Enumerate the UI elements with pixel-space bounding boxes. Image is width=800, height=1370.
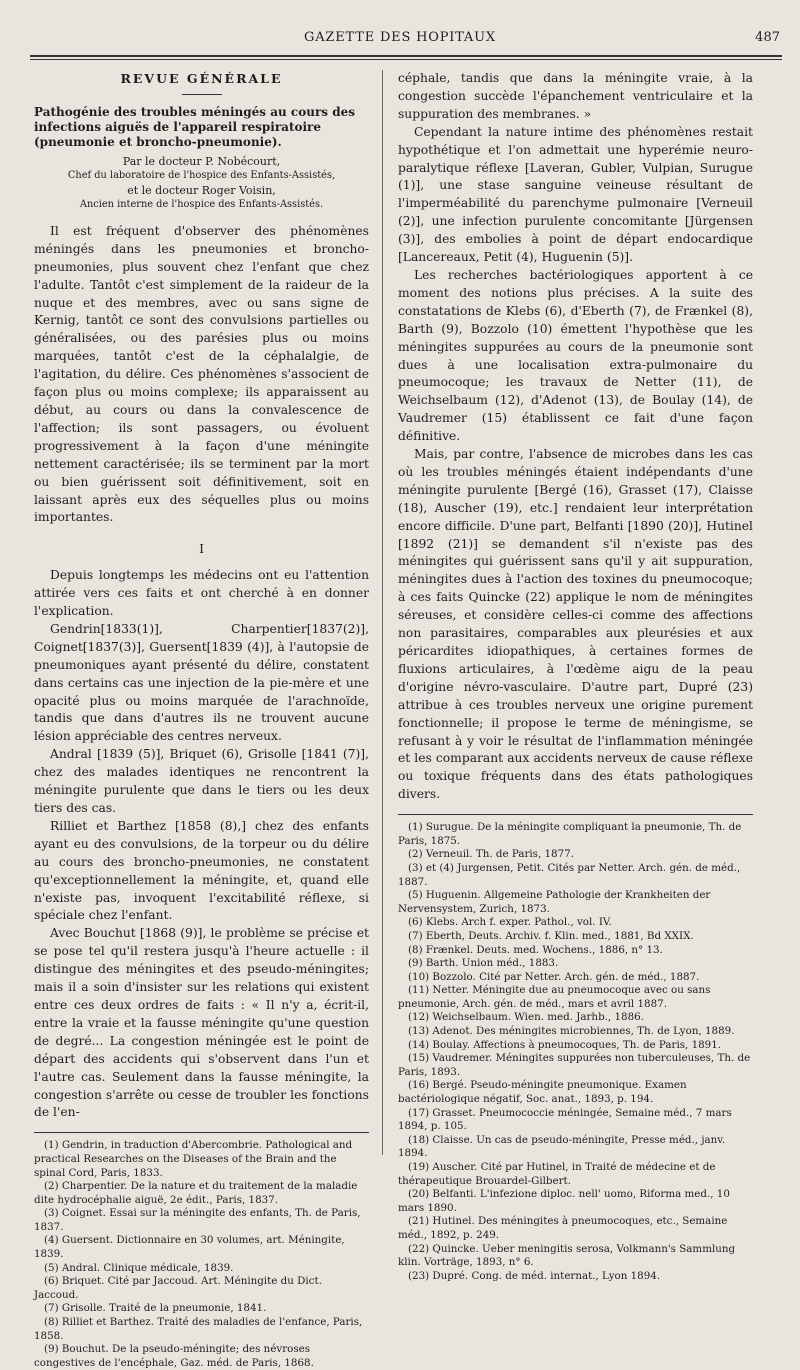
page-number: 487 [755, 30, 780, 45]
author-1: Par le docteur P. Nobécourt, [122, 154, 281, 168]
paragraph: Les recherches bactériologiques apportent à ce moment des notions plus précises. A la suite des constatations de Klebs (6), d'Eberth (7), de Frænkel (8), Barth (9), Bozzolo (10) émettent l'hypothèse que les méningites suppurées au cours de la pneumonie sont dues à une localisation extra-pulmonaire du pneumocoque; les travaux de Netter (11), de Weichselbaum (12), d'Adenot (13), de Boulay (14), de Vaudremer (15) établissent ce fait d'une façon définitive. [398, 267, 753, 444]
author-2-role: Ancien interne de l'hospice des Enfants-Assistés. [79, 199, 324, 211]
footnote: (1) Surugue. De la méningite compliquant la pneumonie, Th. de Paris, 1875. [398, 821, 742, 847]
footnote: (5) Huguenin. Allgemeine Pathologie der Krankheiten der Nervensystem, Zurich, 1873. [398, 889, 711, 915]
paragraph: Gendrin[1833(1)], Charpentier[1837(2)], Coignet[1837(3)], Guersent[1839 (4)], à l'autopsie de pneumoniques ayant présenté du délire, constatent dans certains cas une injection de la pie-mère et une opacité plus ou moins marquée de l'arachnoïde, tandis que dans d'autres ils ne trouvent aucune lésion appréciable des centres nerveux. [34, 621, 369, 744]
paragraph: Mais, par contre, l'absence de microbes dans les cas où les troubles méningés étaient indépendants d'une méningite purulente [Bergé (16), Grasset (17), Claisse (18), Auscher (19), etc.] rendaient leur interprétation encore difficile. D'une part, Belfanti [1890 (20)], Hutinel [1892 (21)] se demandent s'il n'existe pas des méningites qui guérissent sans qu'il y ait suppuration, méningites dues à l'action des toxines du pneumocoque; à ces faits Quincke (22) applique le nom de méningites séreuses, et considère celles-ci comme des affections non parasitaires, comparables aux pleurésies et aux péricardites idiopathiques, à certaines formes de fluxions articulaires, à l'œdème aigu de la peau d'origine névro-vasculaire. D'autre part, Dupré (23) attribue à ces troubles nerveux une origine purement fonctionnelle; il propose le terme de méningisme, se refusant à y voir le résultat de l'inflammation méningée et les comparant aux accidents nerveux de cause réflexe ou toxique fréquents dans des états pathologiques divers. [398, 447, 753, 802]
footnote: (2) Charpentier. De la nature et du traitement de la maladie dite hydrocéphalie aiguë, 2e édit., Paris, 1837. [34, 1180, 358, 1206]
paragraph: Rilliet et Barthez [1858 (8),] chez des enfants ayant eu des convulsions, de la torpeur ou du délire au cours des broncho-pneumonies, ne constatent qu'exceptionnellement la méningite, et, quand elle n'existe pas, invoquent l'excitabilité réflexe, si spéciale chez l'enfant. [34, 818, 369, 923]
footnote: (10) Bozzolo. Cité par Netter. Arch. gén. de méd., 1887. [408, 970, 700, 983]
header-rule [30, 55, 782, 60]
section-number: I [199, 542, 204, 557]
footnote: (20) Belfanti. L'infezione diploc. nell' uomo, Riforma med., 10 mars 1890. [398, 1188, 730, 1214]
title-rule [182, 94, 222, 95]
footnote: (9) Barth. Union méd., 1883. [408, 957, 559, 970]
footnote: (5) Andral. Clinique médicale, 1839. [44, 1261, 234, 1274]
paragraph: Depuis longtemps les médecins ont eu l'attention attirée vers ces faits et ont cherché à en donner l'explication. [34, 568, 369, 619]
footnote: (17) Grasset. Pneumococcie méningée, Semaine méd., 7 mars 1894, p. 105. [398, 1106, 732, 1133]
footnote: (4) Guersent. Dictionnaire en 30 volumes, art. Méningite, 1839. [34, 1234, 345, 1261]
footnote: (3) et (4) Jurgensen, Petit. Cités par Netter. Arch. gén. de méd., 1887. [398, 861, 741, 888]
footnote: (6) Klebs. Arch f. exper. Pathol., vol. IV. [408, 916, 612, 929]
paragraph: céphale, tandis que dans la méningite vraie, à la congestion succède l'épanchement ventriculaire et la suppuration des membranes. » [398, 71, 753, 121]
section-title: REVUE GÉNÉRALE [120, 71, 283, 86]
footnote-rule [34, 1132, 369, 1133]
article-title: Pathogénie des troubles méningés au cours des infections aiguës de l'appareil respiratoire (pneumonie et broncho-pneumonie). [34, 104, 355, 149]
running-head: GAZETTE DES HOPITAUX [304, 30, 496, 45]
footnote: (11) Netter. Méningite due au pneumocoque avec ou sans pneumonie, Arch. gén. de méd., mars et avril 1887. [398, 984, 711, 1010]
paragraph: Il est fréquent d'observer des phénomènes méningés dans les pneumonies et broncho-pneumonies, plus souvent chez l'enfant que chez l'adulte. Tantôt c'est simplement de la raideur de la nuque et des membres, avec ou sans signe de Kernig, tantôt ce sont des convulsions partielles ou généralisées, ou des parésies plus ou moins marquées, tantôt c'est de la céphalalgie, de l'agitation, du délire. Ces phénomènes s'associent de façon plus ou moins complexe; ils apparaissent au début, au cours ou dans la convalescence de l'affection; ils sont passagers, ou évoluent progressivement à la façon d'une méningite nettement caractérisée; ils se terminent par la mort ou bien guérissent soit définitivement, soit en laissant après eux des séquelles plus ou moins importantes. [34, 223, 369, 525]
right-column [398, 70, 753, 1283]
footnote-rule [398, 814, 753, 815]
footnote: (12) Weichselbaum. Wien. med. Jarhb., 1886. [408, 1011, 644, 1024]
left-column [34, 70, 369, 1370]
footnote: (21) Hutinel. Des méningites à pneumocoques, etc., Semaine méd., 1892, p. 249. [398, 1215, 728, 1241]
footnote: (6) Briquet. Cité par Jaccoud. Art. Méningite du Dict. Jaccoud. [34, 1275, 322, 1301]
footnote: (14) Boulay. Affections à pneumocoques, Th. de Paris, 1891. [408, 1038, 722, 1051]
paragraph: Cependant la nature intime des phénomènes restait hypothétique et l'on admettait une hyperémie neuro-paralytique réflexe [Laveran, Gubler, Vulpian, Surugue (1)], une stase sanguine veineuse résultant de l'imperméabilité du parenchyme pulmonaire [Verneuil (2)], une infection purulente concomitante [Jürgensen (3)], des embolies à point de départ endocardique [Lancereaux, Petit (4), Huguenin (5)]. [398, 124, 753, 265]
footnote: (15) Vaudremer. Méningites suppurées non tuberculeuses, Th. de Paris, 1893. [398, 1052, 751, 1078]
footnote: (8) Frænkel. Deuts. med. Wochens., 1886, n° 13. [408, 943, 663, 956]
footnotes-right [398, 821, 753, 1283]
footnote: (19) Auscher. Cité par Hutinel, in Traité de médecine et de thérapeutique Brouardel-Gilbert. [398, 1161, 716, 1187]
paragraph: Andral [1839 (5)], Briquet (6), Grisolle [1841 (7)], chez des malades identiques ne rencontrent la méningite purulente que dans le tiers ou les deux tiers des cas. [34, 747, 369, 815]
footnote: (23) Dupré. Cong. de méd. internat., Lyon 1894. [408, 1269, 661, 1282]
footnote: (9) Bouchut. De la pseudo-méningite; des névroses congestives de l'encéphale, Gaz. méd. de Paris, 1868. [34, 1343, 314, 1369]
footnote: (8) Rilliet et Barthez. Traité des maladies de l'enfance, Paris, 1858. [34, 1316, 363, 1342]
paragraph: Avec Bouchut [1868 (9)], le problème se précise et se pose tel qu'il restera jusqu'à l'heure actuelle : il distingue des méningites et des pseudo-méningites; mais il a soin d'insister sur les relations qui existent entre ces deux ordres de faits : « Il n'y a, écrit-il, entre la vraie et la fausse méningite qu'une question de degré... La congestion méningée est le point de départ des accidents qui s'observent dans l'un et l'autre cas. Seulement dans la fausse méningite, la congestion s'arrête ou cesse de troubler les fonctions de l'en- [34, 926, 369, 1120]
column-rule [382, 70, 383, 1155]
footnote: (18) Claisse. Un cas de pseudo-méningite, Presse méd., janv. 1894. [398, 1133, 726, 1160]
footnote: (1) Gendrin, in traduction d'Abercombrie. Pathological and practical Researches on the Diseases of the Brain and the spinal Cord, Paris, 1833. [34, 1139, 353, 1179]
footnote: (22) Quincke. Ueber meningitis serosa, Volkmann's Sammlung klin. Vorträge, 1893, n° 6. [398, 1242, 736, 1269]
footnote: (2) Verneuil. Th. de Paris, 1877. [408, 848, 574, 861]
footnote: (7) Eberth, Deuts. Archiv. f. Klin. med., 1881, Bd XXIX. [408, 929, 694, 942]
author-2: et le docteur Roger Voisin, [127, 183, 276, 197]
footnote: (13) Adenot. Des méningites microbiennes, Th. de Lyon, 1889. [408, 1025, 735, 1038]
footnote: (3) Coignet. Essai sur la méningite des enfants, Th. de Paris, 1837. [34, 1207, 361, 1233]
footnote: (16) Bergé. Pseudo-méningite pneumonique. Examen bactériologique négatif, Soc. anat., 1893, p. 194. [398, 1079, 687, 1106]
author-1-role: Chef du laboratoire de l'hospice des Enfants-Assistés, [67, 170, 336, 182]
footnotes-left [34, 1139, 369, 1370]
footnote: (7) Grisolle. Traité de la pneumonie, 1841. [44, 1302, 267, 1315]
